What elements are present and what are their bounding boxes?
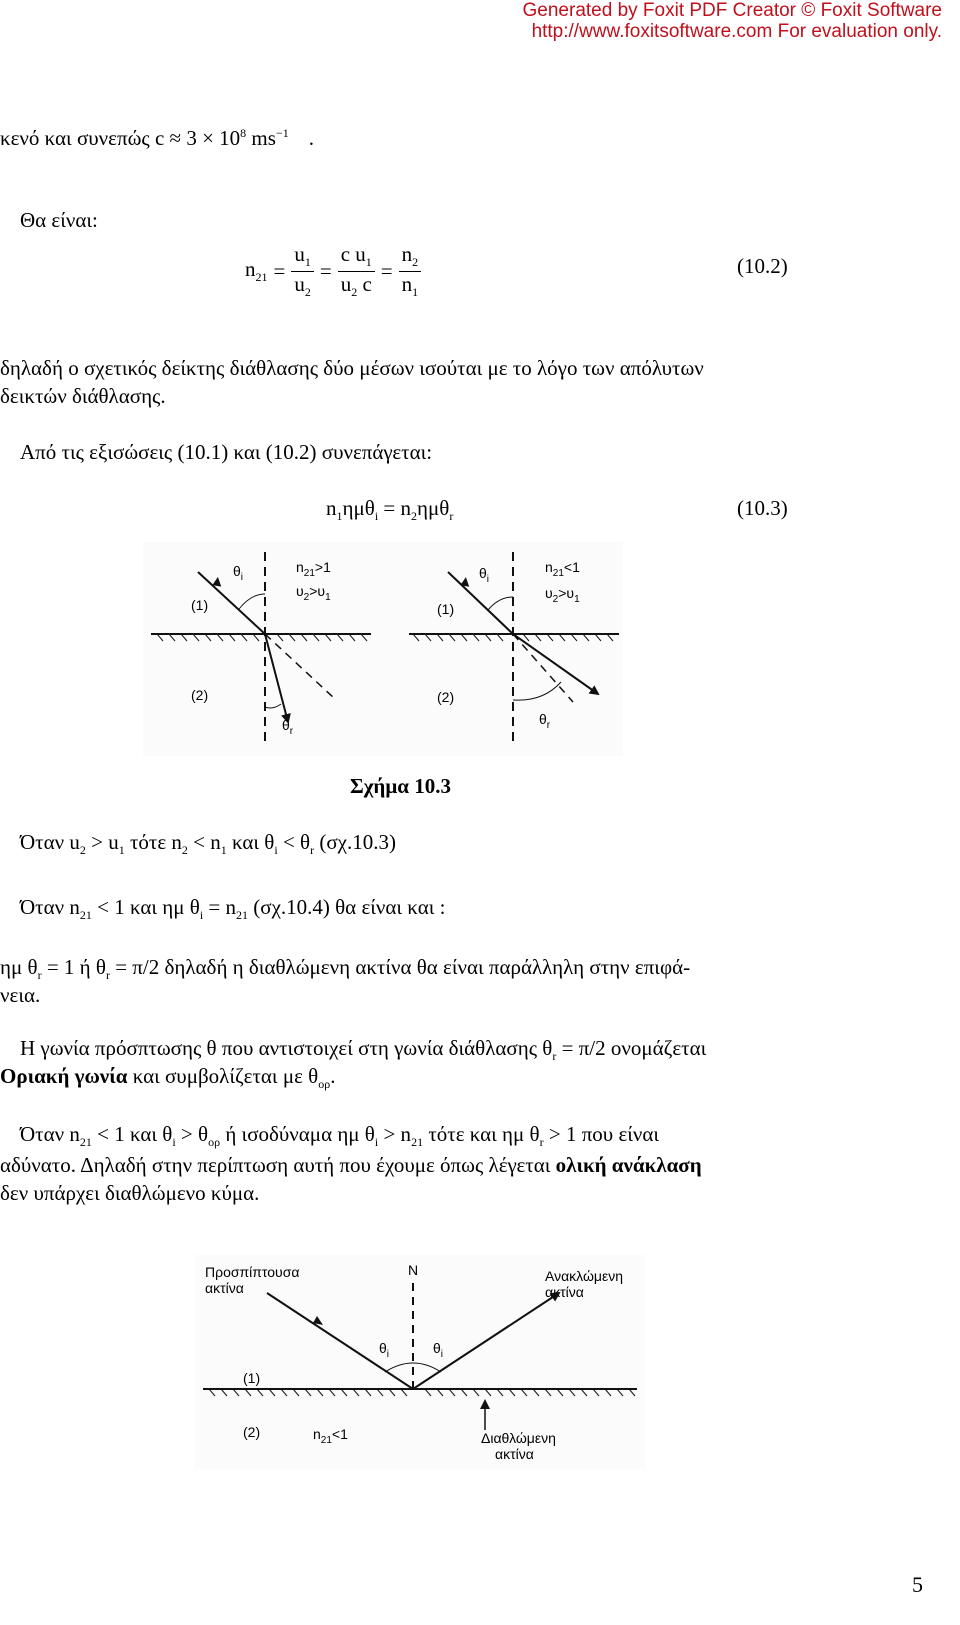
page-number: 5	[912, 1572, 923, 1597]
refracted-ray-right	[513, 634, 598, 694]
paragraph-1-line-1: δηλαδή ο σχετικός δείκτης διάθλασης δύο μέσων ισούται με το λόγο των απόλυτων	[0, 356, 704, 380]
medium-2-label-left: (2)	[191, 687, 209, 703]
theta-r-arc-left	[265, 704, 281, 708]
n21-label-right: $n_{21}<1$	[545, 559, 580, 579]
extension-ray-right	[513, 634, 573, 702]
tha-einai: Θα είναι:	[20, 208, 98, 232]
paragraph-3-line-1: ημ $\theta_r = 1$ ή $\theta_r = \pi/2$ δηλαδή η διαθλώμενη ακτίνα θα είναι παράλληλη στην επιφά-	[0, 955, 691, 983]
refracted-label-2: ακτίνα	[495, 1446, 534, 1462]
paragraph-4-line-1: Η γωνία πρόσπτωσης θ που αντιστοιχεί στη γωνία διάθλασης $\theta_r = \pi/2$ ονομάζεται	[20, 1036, 707, 1064]
figure-caption: Σχήμα 10.3	[350, 774, 451, 798]
normal-label: N	[408, 1262, 419, 1278]
paragraph-5-line-3: δεν υπάρχει διαθλώμενο κύμα.	[0, 1181, 260, 1205]
theta-r-label-right: $\theta_r$	[539, 711, 551, 731]
equation-10-2: $n_{21}$ = $\frac{u_1}{u_2}$ = $\frac{c u_1}{u_2 c}$ = $\frac{n_2}{n_1}$	[245, 238, 421, 304]
incident-arrow-right	[460, 576, 470, 586]
speed-of-light-line: κενό και συνεπώς $c \approx 3 \times 10^8$ $ms^{-1}$ .	[0, 126, 314, 150]
medium-1-label-left: (1)	[191, 597, 209, 613]
refracted-ray-left	[265, 634, 288, 722]
reflected-label-1: Ανακλώμενη	[545, 1268, 623, 1284]
theta-r-arc-right	[513, 682, 561, 700]
incident-arrow-left	[212, 576, 222, 586]
refraction-left-diagram	[151, 552, 371, 747]
theta-i-label-left: $\theta_i$	[233, 563, 244, 583]
paragraph-4-line-2: Οριακή γωνία και συμβολίζεται με $\theta_{o\rho}$.	[0, 1064, 336, 1092]
total-reflection-term: ολική ανάκλαση	[555, 1153, 702, 1177]
watermark-line-2: http://www.foxitsoftware.com For evaluation only.	[531, 21, 942, 42]
extension-ray-left	[265, 634, 335, 699]
equation-10-3-label: (10.3)	[737, 496, 788, 520]
interface-hatch-left	[157, 634, 367, 641]
incident-ray-right	[448, 572, 513, 634]
medium-2-label: (2)	[243, 1424, 261, 1440]
paragraph-5-line-1: Όταν $n_{21} < 1$ και $\theta_i > \theta_{o\rho}$ ή ισοδύναμα ημ $\theta_i > n_{21}$ τότε και ημ $\theta_r > 1$ που είναι	[20, 1122, 660, 1150]
paragraph-3-line-2: νεια.	[0, 983, 41, 1007]
incident-ray	[267, 1293, 413, 1389]
figure-10-4	[195, 1255, 645, 1469]
condition-line-1: Όταν $u_2 > u_1$ τότε $n_2 < n_1$ και $\theta_i < \theta_r$ (σχ.10.3)	[20, 830, 396, 858]
refraction-right-diagram	[409, 552, 619, 747]
theta-i-label: $\theta_i$	[379, 1340, 390, 1360]
theta-i-arc	[385, 1363, 413, 1372]
incident-label-2: ακτίνα	[205, 1280, 244, 1296]
incident-label-1: Προσπίπτουσα	[205, 1264, 300, 1280]
theta-i-prime-arc	[413, 1363, 441, 1372]
critical-angle-term: Οριακή γωνία	[0, 1064, 128, 1088]
v-label-left: $\upsilon_2>\upsilon_1$	[296, 583, 331, 603]
medium-2-label-right: (2)	[437, 689, 455, 705]
theta-i-arc-right	[488, 597, 513, 610]
figure-10-3	[143, 542, 623, 756]
paragraph-2: Από τις εξισώσεις (10.1) και (10.2) συνεπάγεται:	[20, 440, 433, 464]
paragraph-5-line-2: αδύνατο. Δηλαδή στην περίπτωση αυτή που έχουμε όπως λέγεται ολική ανάκλαση	[0, 1153, 702, 1177]
n21-label: $n_{21}<1$	[313, 1426, 348, 1446]
reflected-label-2: ακτίνα	[545, 1284, 584, 1300]
refracted-label-1: Διαθλώμενη	[481, 1430, 556, 1446]
theta-r-label-left: $\theta_r$	[282, 717, 294, 737]
theta-i-label-right: $\theta_i$	[479, 565, 490, 585]
theta-i-prime-label: $\theta_i$	[433, 1340, 444, 1360]
v-label-right: $\upsilon_2>\upsilon_1$	[545, 585, 580, 605]
equation-10-2-label: (10.2)	[737, 254, 788, 278]
watermark-line-1: Generated by Foxit PDF Creator © Foxit Software	[522, 0, 942, 21]
medium-1-label: (1)	[243, 1370, 261, 1386]
medium-1-label-right: (1)	[437, 601, 455, 617]
interface-hatch	[209, 1389, 635, 1396]
theta-i-arc-left	[239, 594, 265, 609]
equation-10-3: $n_1\eta\mu\theta_i = n_2\eta\mu\theta_r$	[326, 496, 454, 524]
n21-label-left: $n_{21}>1$	[296, 559, 331, 579]
paragraph-1-line-2: δεικτών διάθλασης.	[0, 384, 166, 408]
condition-line-2: Όταν $n_{21} < 1$ και ημ $\theta_i = n_{21}$ (σχ.10.4) θα είναι και :	[20, 895, 446, 923]
